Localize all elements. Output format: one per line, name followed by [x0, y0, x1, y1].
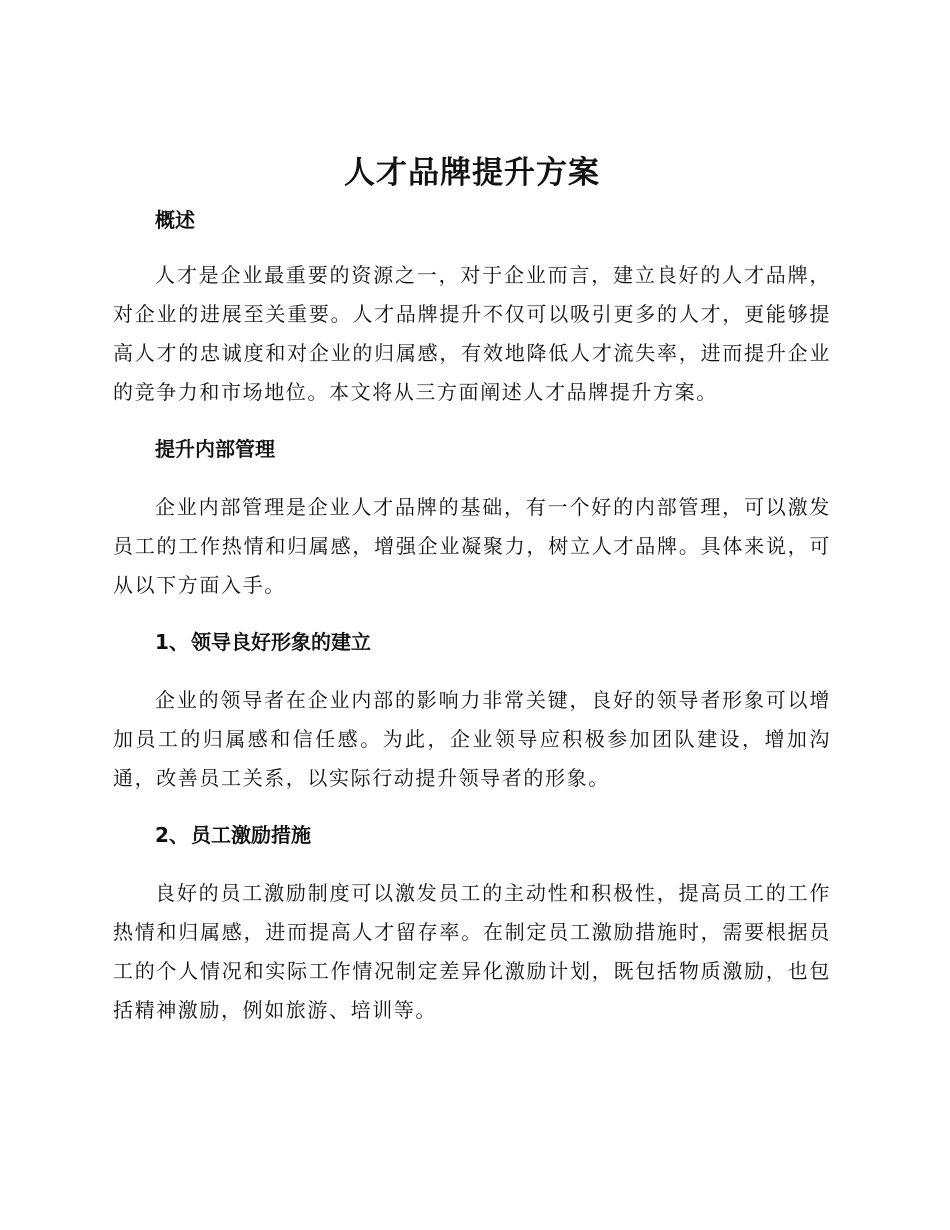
subsection-number: 1、: [155, 630, 189, 654]
section-paragraph-internal-management: 企业内部管理是企业人才品牌的基础，有一个好的内部管理，可以激发员工的工作热情和归属感，增强企业凝聚力，树立人才品牌。具体来说，可从以下方面入手。: [113, 495, 831, 597]
section-heading-internal-management: 提升内部管理: [155, 437, 275, 461]
subsection-paragraph-leadership: 企业的领导者在企业内部的影响力非常关键，良好的领导者形象可以增加员工的归属感和信任感。为此，企业领导应积极参加团队建设，增加沟通，改善员工关系，以实际行动提升领导者的形象。: [113, 688, 831, 790]
subsection-heading-text: 领导良好形象的建立: [191, 630, 371, 654]
subsection-heading-text: 员工激励措施: [191, 823, 311, 847]
document-title: 人才品牌提升方案: [344, 155, 600, 191]
subsection-heading-leadership: [113, 628, 831, 656]
subsection-number: 2、: [155, 823, 189, 847]
section-paragraph-overview: 人才是企业最重要的资源之一，对于企业而言，建立良好的人才品牌，对企业的进展至关重要。人才品牌提升不仅可以吸引更多的人才，更能够提高人才的忠诚度和对企业的归属感，有效地降低人才流失率，进而提升企业的竞争力和市场地位。本文将从三方面阐述人才品牌提升方案。: [113, 263, 831, 404]
subsection-paragraph-incentives: 良好的员工激励制度可以激发员工的主动性和积极性，提高员工的工作热情和归属感，进而提高人才留存率。在制定员工激励措施时，需要根据员工的个人情况和实际工作情况制定差异化激励计划，既包括物质激励，也包括精神激励，例如旅游、培训等。: [113, 881, 831, 1022]
document-body: [113, 148, 831, 1030]
section-heading-overview: 概述: [155, 208, 195, 232]
subsection-heading-incentives: [113, 821, 831, 849]
